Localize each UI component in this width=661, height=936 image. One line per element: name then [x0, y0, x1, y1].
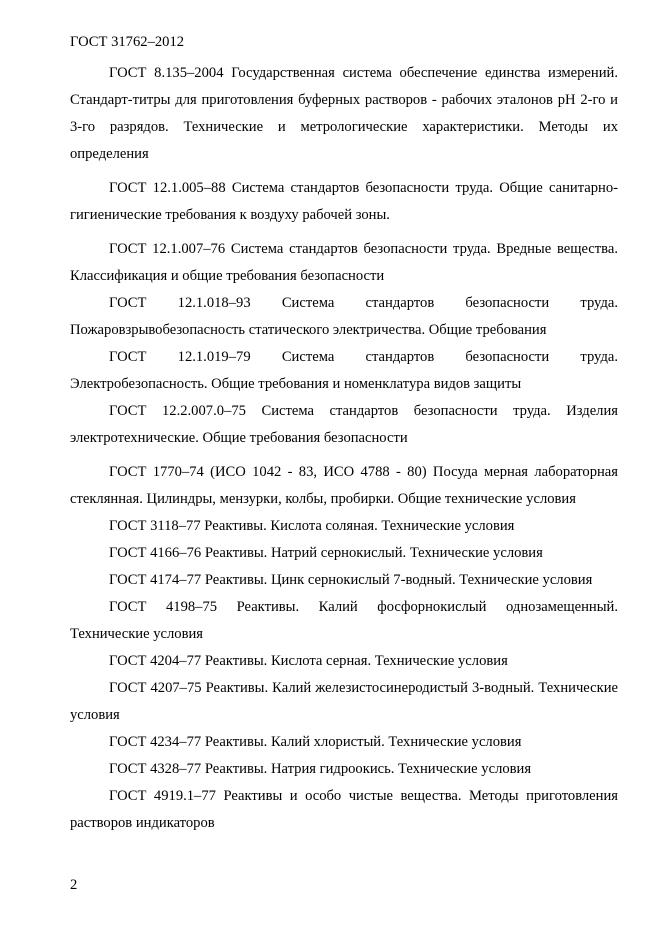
- reference-item: ГОСТ 4919.1–77 Реактивы и особо чистые вещества. Методы приготовления растворов индикаторов: [70, 788, 618, 831]
- reference-item: ГОСТ 4328–77 Реактивы. Натрия гидроокись. Технические условия: [109, 761, 532, 777]
- reference-item: ГОСТ 3118–77 Реактивы. Кислота соляная. Технические условия: [109, 518, 515, 534]
- reference-item: ГОСТ 4204–77 Реактивы. Кислота серная. Технические условия: [109, 653, 508, 669]
- reference-item: ГОСТ 12.1.005–88 Система стандартов безопасности труда. Общие санитарно-гигиенические требования к воздуху рабочей зоны.: [70, 180, 618, 223]
- page-number: 2: [70, 877, 78, 893]
- reference-item: ГОСТ 4166–76 Реактивы. Натрий сернокислый. Технические условия: [109, 545, 543, 561]
- reference-item: ГОСТ 8.135–2004 Государственная система обеспечение единства измерений. Стандарт-титры для приготовления буферных растворов - рабочих эталонов pH 2-го и 3-го разрядов. Технические и метрологические характеристики. Методы их определения: [70, 65, 618, 162]
- reference-item: ГОСТ 1770–74 (ИСО 1042 - 83, ИСО 4788 - 80) Посуда мерная лабораторная стеклянная. Цилиндры, мензурки, колбы, пробирки. Общие технические условия: [70, 464, 618, 507]
- reference-item: ГОСТ 4234–77 Реактивы. Калий хлористый. Технические условия: [109, 734, 522, 750]
- reference-item: ГОСТ 12.1.018–93 Система стандартов безопасности труда. Пожаровзрывобезопасность статического электричества. Общие требования: [70, 295, 618, 338]
- reference-item: ГОСТ 4207–75 Реактивы. Калий железистосинеродистый 3-водный. Технические условия: [70, 680, 618, 723]
- reference-item: ГОСТ 12.1.019–79 Система стандартов безопасности труда. Электробезопасность. Общие требования и номенклатура видов защиты: [70, 349, 618, 392]
- normative-references-list: [70, 60, 618, 837]
- reference-item: ГОСТ 12.1.007–76 Система стандартов безопасности труда. Вредные вещества. Классификация и общие требования безопасности: [70, 241, 618, 284]
- reference-item: ГОСТ 12.2.007.0–75 Система стандартов безопасности труда. Изделия электротехнические. Общие требования безопасности: [70, 403, 618, 446]
- reference-item: ГОСТ 4174–77 Реактивы. Цинк сернокислый 7-водный. Технические условия: [109, 572, 593, 588]
- document-header: ГОСТ 31762–2012: [70, 34, 185, 50]
- reference-item: ГОСТ 4198–75 Реактивы. Калий фосфорнокислый однозамещенный. Технические условия: [70, 599, 618, 642]
